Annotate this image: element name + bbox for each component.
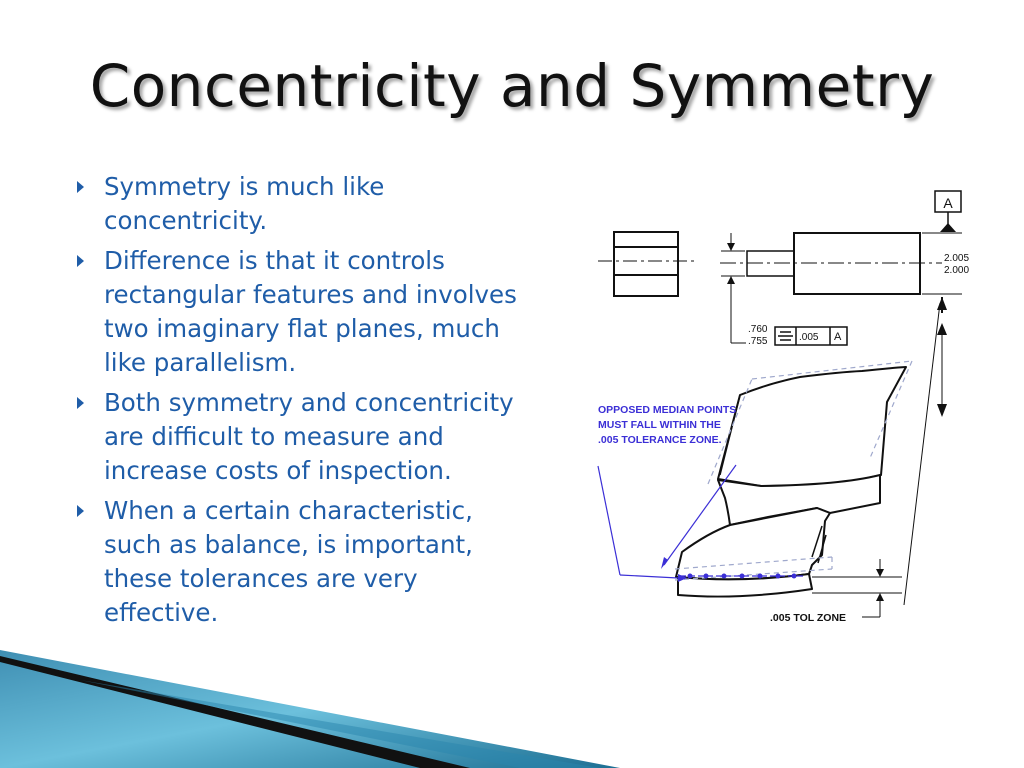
note-line-2: MUST FALL WITHIN THE — [598, 419, 721, 431]
bullet-arrow-icon — [77, 181, 84, 193]
symmetry-drawing — [590, 185, 990, 630]
bullet-arrow-icon — [77, 397, 84, 409]
small-dimension-upper: .760 — [748, 324, 768, 335]
dimension-upper: 2.005 — [944, 253, 970, 264]
bullet-list — [74, 170, 534, 636]
decorative-swoosh — [0, 640, 620, 768]
small-dimension-lower: .755 — [748, 336, 768, 347]
fcf-datum: A — [834, 331, 842, 343]
note-line-3: .005 TOLERANCE ZONE. — [598, 434, 722, 446]
tol-zone-label: .005 TOL ZONE — [770, 612, 847, 624]
bullet-text: Symmetry is much like concentricity. — [104, 172, 385, 235]
bullet-arrow-icon — [77, 505, 84, 517]
bullet-text: Difference is that it controls rectangular features and involves two imaginary flat planes, much like parallelism. — [104, 246, 517, 377]
datum-label: A — [943, 195, 953, 211]
end-view-outline — [614, 232, 678, 296]
bullet-text: Both symmetry and concentricity are difficult to measure and increase costs of inspection. — [104, 388, 514, 485]
datum-triangle-icon — [940, 223, 956, 232]
bullet-item — [74, 170, 534, 238]
bullet-item — [74, 494, 534, 630]
bullet-item — [74, 244, 534, 380]
bullet-arrow-icon — [77, 255, 84, 267]
bullet-item — [74, 386, 534, 488]
bullet-text: When a certain characteristic, such as balance, is important, these tolerances are very effective. — [104, 496, 473, 627]
slide-title: Concentricity and Symmetry — [89, 52, 935, 120]
block-upper-body — [718, 367, 906, 486]
dimension-lower: 2.000 — [944, 265, 970, 276]
note-line-1: OPPOSED MEDIAN POINTS — [598, 404, 737, 416]
fcf-tolerance: .005 — [799, 332, 819, 343]
